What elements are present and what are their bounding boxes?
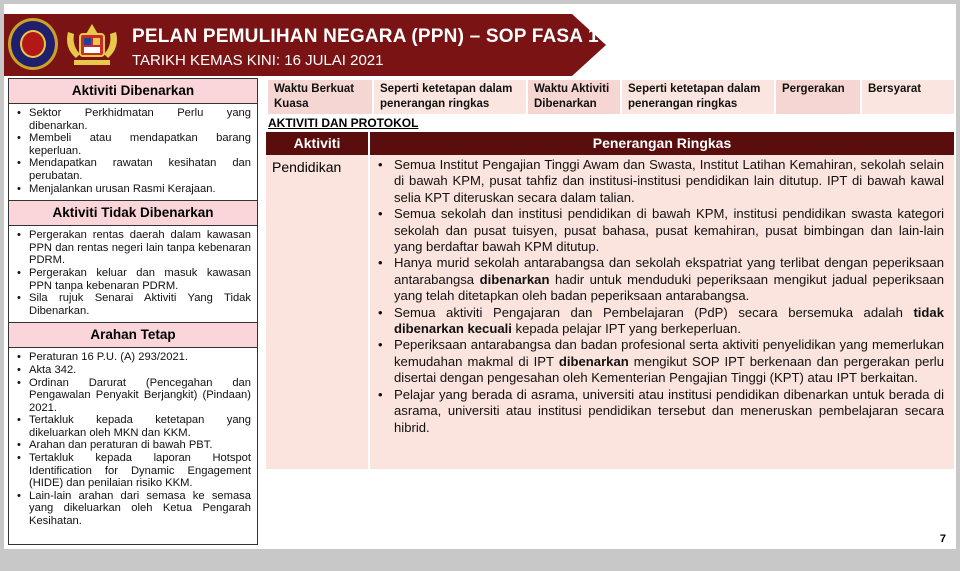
list-item: • Pelajar yang berada di asrama, universiti atau institusi pendidikan dibenarkan untuk berada di asrama, universiti atau institusi pendidikan tersebut dan meneruskan pembelajaran secara hibrid. — [376, 387, 944, 436]
description-list — [376, 157, 944, 436]
info-movement-label: Pergerakan — [776, 80, 860, 114]
table-row — [266, 155, 954, 469]
list-item: • Semua sekolah dan institusi pendidikan di bawah KPM, institusi pendidikan swasta kategori sekolah dan pusat tuisyen, pusat bahasa, pusat kemahiran, pusat bimbingan dan lain-lain yang berdaftar bawah KPM ditutup. — [376, 206, 944, 255]
list-item: • Lain-lain arahan dari semasa ke semasa yang dikeluarkan oleh Ketua Pengarah Kesihatan. — [17, 490, 251, 528]
info-effective-value: Seperti ketetapan dalam penerangan ringkas — [374, 80, 526, 114]
list-item: • Peperiksaan antarabangsa dan badan profesional serta aktiviti penyelidikan yang memerlukan kemudahan makmal di IPT dibenarkan mengikut SOP IPT berkenaan dan pergerakan perlu disertai dengan pengesahan oleh Kementerian Pengajian Tinggi (KPT) atau IPT berkaitan. — [376, 337, 944, 386]
activity-table — [266, 132, 954, 469]
list-item: • Tertakluk kepada laporan Hotspot Identification for Dynamic Engagement (HIDE) dan penilaian risiko KKM. — [17, 452, 251, 490]
list-item: • Akta 342. — [17, 364, 251, 377]
list-item: • Mendapatkan rawatan kesihatan dan perubatan. — [17, 157, 251, 182]
list-item: • Menjalankan urusan Rasmi Kerajaan. — [17, 183, 251, 196]
allowed-heading: Aktiviti Dibenarkan — [9, 79, 257, 104]
list-item: • Peraturan 16 P.U. (A) 293/2021. — [17, 351, 251, 364]
list-item: • Ordinan Darurat (Pencegahan dan Pengawalan Penyakit Berjangkit) (Pindaan) 2021. — [17, 377, 251, 415]
list-item: • Semua aktiviti Pengajaran dan Pembelajaran (PdP) secara bersemuka adalah tidak dibenarkan kecuali kepada pelajar IPT yang berkeperluan. — [376, 305, 944, 338]
list-item: • Pergerakan rentas daerah dalam kawasan PPN dan rentas negeri lain tanpa kebenaran PDRM. — [17, 229, 251, 267]
not-allowed-list — [9, 226, 257, 322]
description-cell — [370, 155, 954, 469]
page-subtitle: TARIKH KEMAS KINI: 16 JULAI 2021 — [132, 52, 384, 69]
list-item: • Hanya murid sekolah antarabangsa dan sekolah ekspatriat yang terlibat dengan peperiksaan antarabangsa dibenarkan hadir untuk menduduki peperiksaan mengikut jadual peperiksaan yang telah ditetapkan oleh badan peperiksaan antarabangsa. — [376, 255, 944, 304]
list-item: • Arahan dan peraturan di bawah PBT. — [17, 439, 251, 452]
not-allowed-heading: Aktiviti Tidak Dibenarkan — [9, 200, 257, 226]
info-movement-value: Bersyarat — [862, 80, 954, 114]
list-item: • Membeli atau mendapatkan barang keperluan. — [17, 132, 251, 157]
section-label: AKTIVITI DAN PROTOKOL — [268, 116, 419, 130]
directives-heading: Arahan Tetap — [9, 322, 257, 348]
page-title: PELAN PEMULIHAN NEGARA (PPN) – SOP FASA 1 — [132, 26, 599, 47]
coat-of-arms-icon — [62, 20, 122, 70]
activity-cell: Pendidikan — [266, 155, 370, 469]
col-description-header: Penerangan Ringkas — [592, 135, 732, 151]
table-header — [266, 132, 954, 155]
list-item: • Semua Institut Pengajian Tinggi Awam dan Swasta, Institut Latihan Kemahiran, sekolah selain di bawah KPM, pusat tahfiz dan institusi-institusi pendidikan lain ditutup. IPT di bawah kawal selia KPT diteruskan secara dalam talian. — [376, 157, 944, 206]
page-number: 7 — [939, 533, 946, 545]
directives-list — [9, 348, 257, 532]
info-effective-label: Waktu Berkuat Kuasa — [268, 80, 372, 114]
allowed-list — [9, 104, 257, 200]
left-panel — [8, 78, 258, 545]
col-activity-header: Aktiviti — [266, 132, 370, 155]
list-item: • Pergerakan keluar dan masuk kawasan PPN tanpa kebenaran PDRM. — [17, 267, 251, 292]
list-item: • Tertakluk kepada ketetapan yang dikeluarkan oleh MKN dan KKM. — [17, 414, 251, 439]
list-item: • Sila rujuk Senarai Aktiviti Yang Tidak Dibenarkan. — [17, 292, 251, 317]
info-activity-time-label: Waktu Aktiviti Dibenarkan — [528, 80, 620, 114]
police-logo-icon — [8, 18, 58, 70]
slide — [4, 4, 956, 549]
list-item: • Sektor Perkhidmatan Perlu yang dibenarkan. — [17, 107, 251, 132]
info-activity-time-value: Seperti ketetapan dalam penerangan ringkas — [622, 80, 774, 114]
